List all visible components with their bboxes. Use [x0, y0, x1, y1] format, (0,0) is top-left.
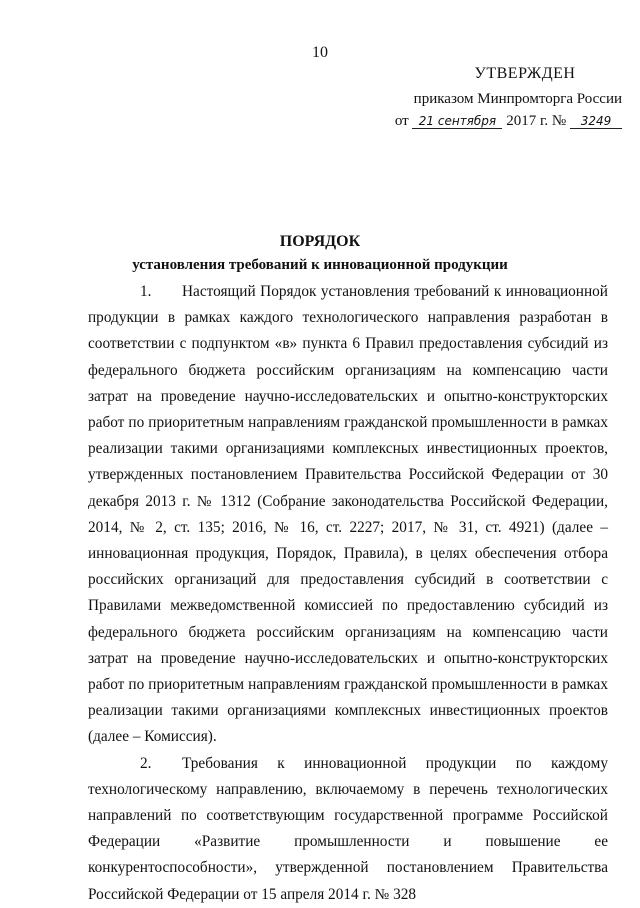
year-text: 2017 г. №	[506, 113, 567, 129]
paragraph-2	[88, 751, 608, 908]
document-body	[88, 279, 608, 908]
handwritten-date: 21 сентября	[412, 114, 502, 129]
document-title	[0, 230, 640, 276]
page-number: 10	[312, 44, 328, 61]
paragraph-number: 2.	[140, 754, 152, 772]
date-prefix: от	[394, 113, 409, 129]
paragraph-1	[88, 279, 608, 751]
handwritten-order-number: 3249	[570, 114, 622, 129]
approval-order-line: приказом Минпромторга России	[413, 91, 622, 107]
paragraph-text: Требования к инновационной продукции по каждому технологическому направлению, включаемому в перечень технологических направлений по соответствующим государственной программе Российской Федерации «Развитие промышленности и повышение ее конкурентоспособности», утвержденной постановлением Правительства Российской Федерации от 15 апреля 2014 г. № 328	[88, 754, 608, 903]
approval-heading: УТВЕРЖДЕН	[474, 65, 576, 82]
paragraph-number: 1.	[140, 283, 152, 300]
title-sub: установления требований к инновационной продукции	[132, 257, 508, 273]
approval-block	[390, 60, 622, 132]
paragraph-text: Настоящий Порядок установления требований к инновационной продукции в рамках каждого технологического направления разработан в соответствии с подпунктом «в» пункта 6 Правил предоставления субсидий из федерального бюджета российским организациям на компенсацию части затрат на проведение научно-исследовательских и опытно-конструкторских работ по приоритетным направлениям гражданской промышленности в рамках реализации такими организациями комплексных инвестиционных проектов, утвержденных постановлением Правительства Российской Федерации от 30 декабря 2013 г. № 1312 (Собрание законодательства Российской Федерации, 2014, № 2, ст. 135; 2016, № 16, ст. 2227; 2017, № 31, ст. 4921) (далее – инновационная продукция, Порядок, Правила), в целях обеспечения отбора российских организаций для предоставления субсидий в соответствии с Правилами межведомственной комиссией по предоставлению субсидий из федерального бюджета российским организациям на компенсацию части затрат на проведение научно-исследовательских и опытно-конструкторских работ по приоритетным направлениям гражданской промышленности в рамках реализации такими организациями комплексных инвестиционных проектов (далее – Комиссия).	[88, 283, 608, 746]
title-main: ПОРЯДОК	[279, 233, 361, 250]
approval-date-line	[390, 110, 622, 132]
